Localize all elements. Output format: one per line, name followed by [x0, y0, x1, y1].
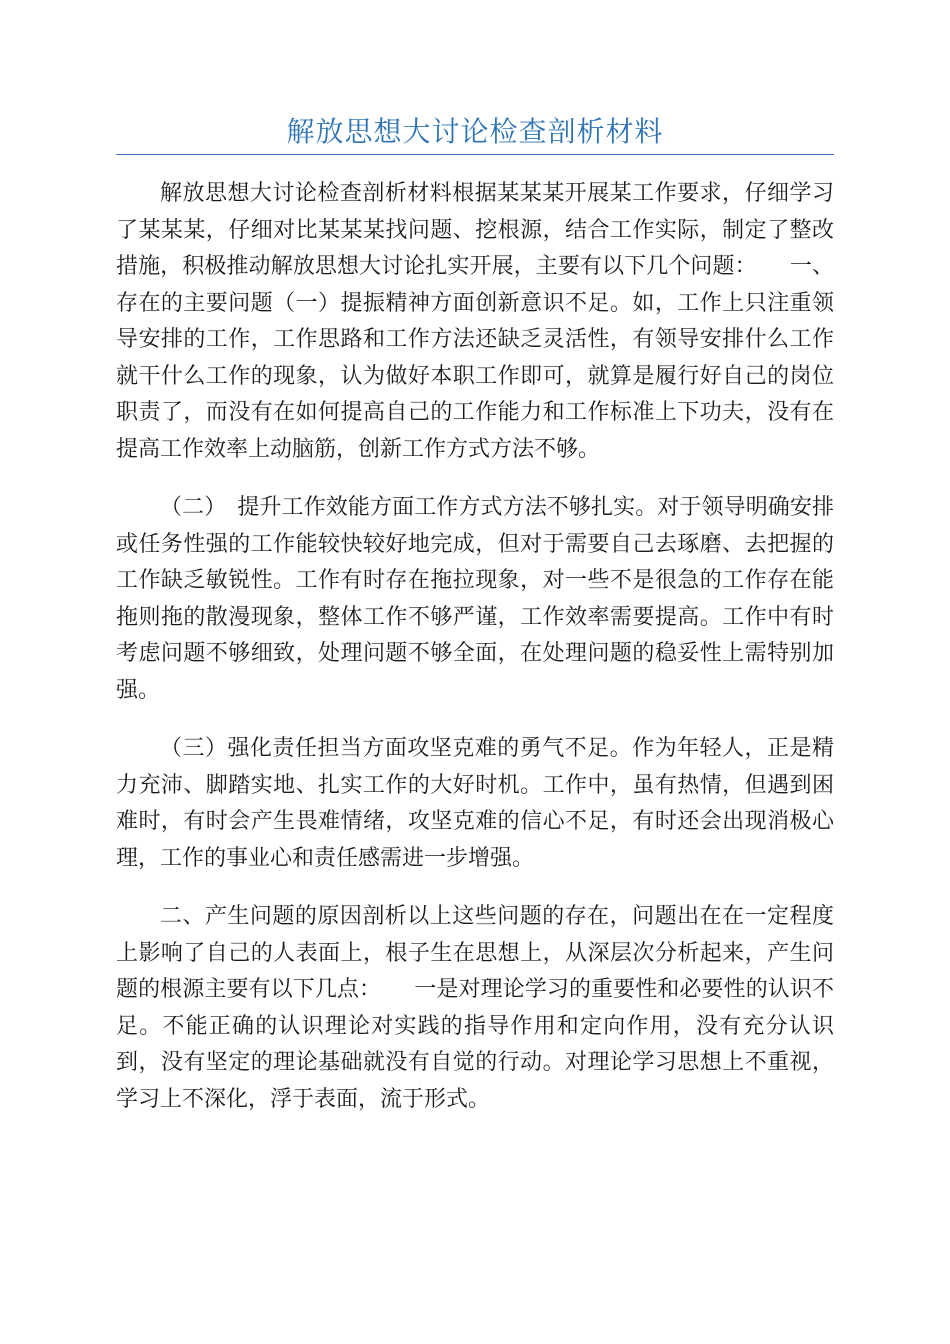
document-title: 解放思想大讨论检查剖析材料 [286, 115, 664, 148]
paragraph-2: （二） 提升工作效能方面工作方式方法不够扎实。对于领导明确安排或任务性强的工作能较快较好地完成，但对于需要自己去琢磨、去把握的工作缺乏敏锐性。工作有时存在拖拉现象，对一些不是很急的工作存在能拖则拖的散漫现象，整体工作不够严谨，工作效率需要提高。工作中有时考虑问题不够细致，处理问题不够全面，在处理问题的稳妥性上需特别加强。 [116, 495, 834, 703]
paragraph-4: 二、产生问题的原因剖析以上这些问题的存在，问题出在在一定程度上影响了自己的人表面上，根子生在思想上，从深层次分析起来，产生问题的根源主要有以下几点： 一是对理论学习的重要性和必要性的认识不足。不能正确的认识理论对实践的指导作用和定向作用，没有充分认识到，没有坚定的理论基础就没有自觉的行动。对理论学习思想上不重视，学习上不深化，浮于表面，流于形式。 [116, 904, 834, 1112]
document-body [116, 176, 834, 1140]
paragraph-1: 解放思想大讨论检查剖析材料根据某某某开展某工作要求，仔细学习了某某某，仔细对比某某某找问题、挖根源，结合工作实际，制定了整改措施，积极推动解放思想大讨论扎实开展，主要有以下几个问题： 一、存在的主要问题（一）提振精神方面创新意识不足。如，工作上只注重领导安排的工作，工作思路和工作方法还缺乏灵活性，有领导安排什么工作就干什么工作的现象，认为做好本职工作即可，就算是履行好自己的岗位职责了，而没有在如何提高自己的工作能力和工作标准上下功夫，没有在提高工作效率上动脑筋，创新工作方式方法不够。 [116, 181, 834, 462]
paragraph-3: （三）强化责任担当方面攻坚克难的勇气不足。作为年轻人，正是精力充沛、脚踏实地、扎实工作的大好时机。工作中，虽有热情，但遇到困难时，有时会产生畏难情绪，攻坚克难的信心不足，有时还会出现消极心理，工作的事业心和责任感需进一步增强。 [116, 736, 834, 871]
title-underline [116, 154, 834, 155]
